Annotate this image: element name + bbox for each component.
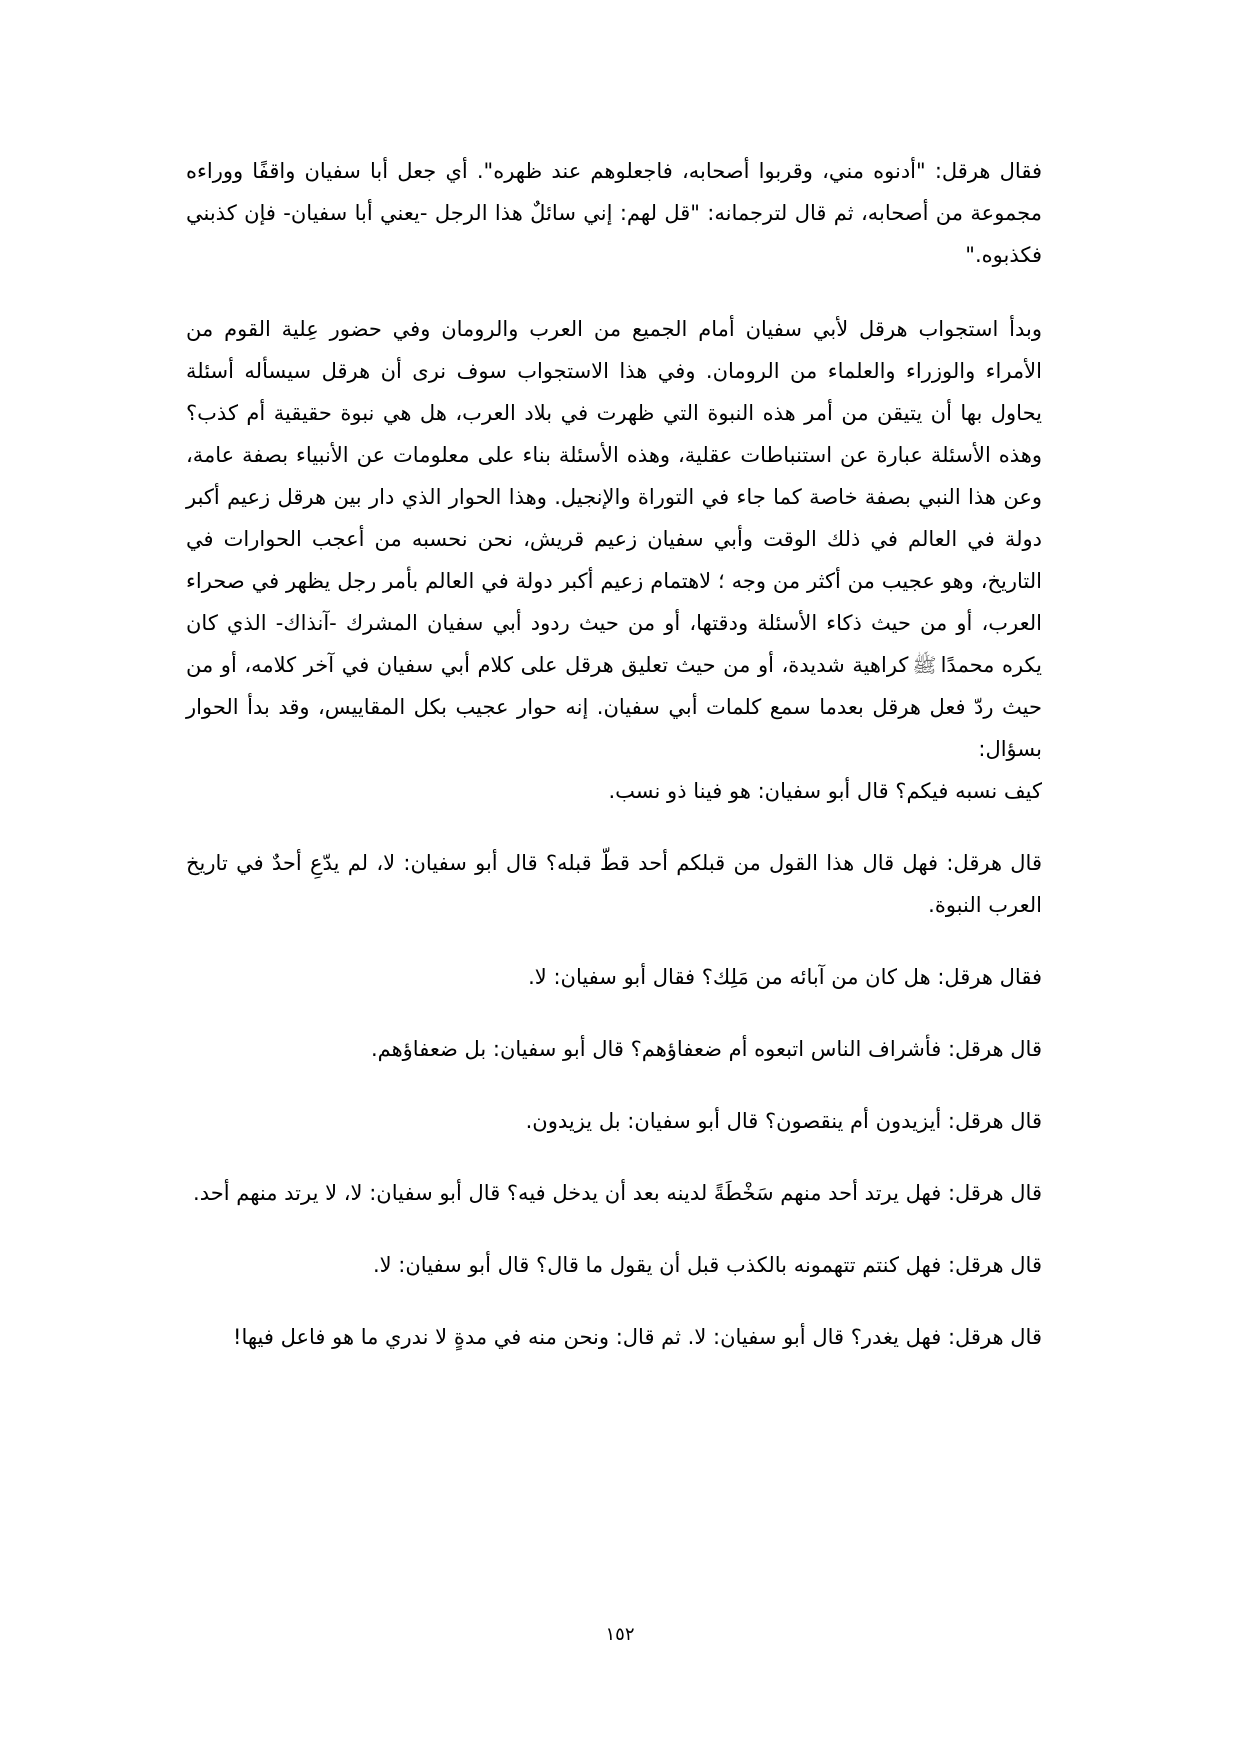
paragraph-question-prior-claim: قال هرقل: فهل قال هذا القول من قبلكم أحد قطّ قبله؟ قال أبو سفيان: لا، لم يدّعِ أحدٌ في تاريخ العرب النبوة. [186, 851, 1042, 917]
question-lineage: كيف نسبه فيكم؟ قال أبو سفيان: هو فينا ذو نسب. [608, 779, 1042, 803]
paragraph-question-betrayal: قال هرقل: فهل يغدر؟ قال أبو سفيان: لا. ثم قال: ونحن منه في مدةٍ لا ندري ما هو فاعل فيها! [233, 1325, 1042, 1349]
paragraph-heraclius-order: فقال هرقل: "أدنوه مني، وقربوا أصحابه، فاجعلوهم عند ظهره". أي جعل أبا سفيان واقفًا ووراءه مجموعة من أصحابه، ثم قال لترجمانه: "قل لهم: إني سائلٌ هذا الرجل -يعني أبا سفيان- فإن كذبني فكذبوه." [186, 159, 1042, 267]
paragraph-question-king: فقال هرقل: هل كان من آبائه من مَلِك؟ فقال أبو سفيان: لا. [528, 965, 1042, 989]
interrogation-text-part-1: وبدأ استجواب هرقل لأبي سفيان أمام الجميع من العرب والرومان وفي حضور عِلية القوم من الأمراء والوزراء والعلماء من الرومان. وفي هذا الاستجواب سوف نرى أن هرقل سيسأله أسئلة يحاول بها أن يتيقن من أمر هذه النبوة التي ظهرت في بلاد العرب، هل هي نبوة حقيقية أم كذب؟ وهذه الأسئلة عبارة عن استنباطات عقلية، وهذه الأسئلة بناء على معلومات عن الأنبياء بصفة عامة، وعن هذا النبي بصفة خاصة كما جاء في التوراة والإنجيل. وهذا الحوار الذي دار بين هرقل زعيم أكبر دولة في العالم في ذلك الوقت وأبي سفيان زعيم قريش، نحن نحسبه من أعجب الحوارات في التاريخ، وهو عجيب من أكثر من وجه ؛ لاهتمام زعيم أكبر دولة في العالم بأمر رجل يظهر في صحراء العرب، أو من حيث ذكاء الأسئلة ودقتها، أو من حيث ردود أبي سفيان المشرك -آنذاك- الذي كان يكره محمدًا [186, 317, 1042, 677]
salutation-glyph: ﷺ [912, 653, 937, 677]
paragraph-question-apostasy: قال هرقل: فهل يرتد أحد منهم سَخْطَةً لدينه بعد أن يدخل فيه؟ قال أبو سفيان: لا، لا يرتد منهم أحد. [193, 1181, 1042, 1205]
interrogation-text-part-2: كراهية شديدة، أو من حيث تعليق هرقل على كلام أبي سفيان في آخر كلامه، أو من حيث ردّ فعل هرقل بعدما سمع كلمات أبي سفيان. إنه حوار عجيب بكل المقاييس، وقد بدأ الحوار بسؤال: [186, 653, 1042, 761]
paragraph-question-increase: قال هرقل: أيزيدون أم ينقصون؟ قال أبو سفيان: بل يزيدون. [525, 1109, 1042, 1133]
document-page [186, 150, 1042, 1358]
page-number: ١٥٢ [605, 1624, 635, 1645]
paragraph-question-followers: قال هرقل: فأشراف الناس اتبعوه أم ضعفاؤهم؟ قال أبو سفيان: بل ضعفاؤهم. [370, 1037, 1042, 1061]
paragraph-interrogation [186, 308, 1042, 812]
paragraph-question-lying: قال هرقل: فهل كنتم تتهمونه بالكذب قبل أن يقول ما قال؟ قال أبو سفيان: لا. [372, 1253, 1042, 1277]
